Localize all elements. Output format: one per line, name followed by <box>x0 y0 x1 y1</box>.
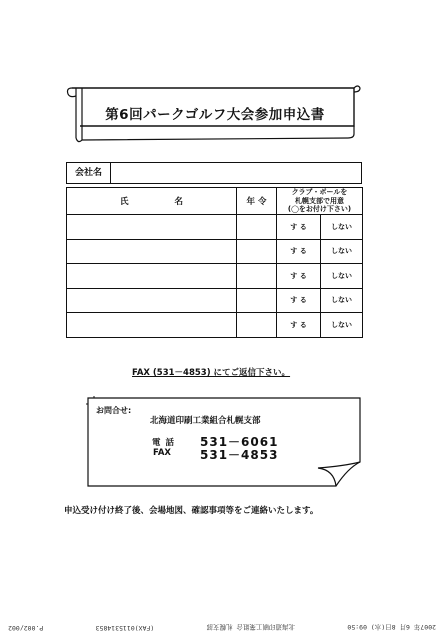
table-row <box>67 264 363 289</box>
entry-table <box>66 187 363 338</box>
company-name-field[interactable] <box>66 162 362 184</box>
suru-option[interactable]: す る <box>277 215 321 240</box>
suru-option[interactable]: す る <box>277 239 321 264</box>
age-column-header: 年 令 <box>237 188 277 215</box>
name-cell[interactable] <box>67 288 237 313</box>
age-cell[interactable] <box>237 313 277 338</box>
shinai-option[interactable]: しない <box>321 313 363 338</box>
club-header-line2: 札幌支部で用意 <box>295 196 344 205</box>
fax-header-sender: 北海道印刷工業組合 札幌支部 <box>206 623 296 631</box>
shinai-option[interactable]: しない <box>321 264 363 289</box>
name-cell[interactable] <box>67 215 237 240</box>
fax-number: 531－4853 <box>200 448 279 462</box>
contact-label: お問合せ: <box>96 406 132 415</box>
age-cell[interactable] <box>237 239 277 264</box>
fax-header-number: (FAX)0115314853 <box>95 624 155 632</box>
fax-header-page: P.002/002 <box>8 624 44 632</box>
fax-label: FAX <box>153 448 171 458</box>
table-row <box>67 288 363 313</box>
club-header-line1: クラブ・ボールを <box>291 188 348 197</box>
club-header-line3: (◯をお付け下さい) <box>287 205 352 214</box>
table-row <box>67 239 363 264</box>
age-cell[interactable] <box>237 215 277 240</box>
table-header-row <box>67 188 363 215</box>
contact-organization: 北海道印刷工業組合札幌支部 <box>150 416 261 426</box>
company-name-label: 会社名 <box>67 163 111 183</box>
name-cell[interactable] <box>67 239 237 264</box>
shinai-option[interactable]: しない <box>321 288 363 313</box>
phone-label: 電話 <box>152 438 180 448</box>
suru-option[interactable]: す る <box>277 313 321 338</box>
page-title: 第6回パークゴルフ大会参加申込書 <box>105 107 325 123</box>
name-cell[interactable] <box>67 313 237 338</box>
phone-number: 531－6061 <box>200 435 279 449</box>
fax-instruction: FAX (531－4853) にてご返信下さい。 <box>132 368 291 378</box>
age-cell[interactable] <box>237 264 277 289</box>
fax-header-datetime: 2007年 6月 8日(水) 09:50 <box>347 623 436 631</box>
age-cell[interactable] <box>237 288 277 313</box>
table-row <box>67 313 363 338</box>
name-column-header <box>67 188 237 215</box>
suru-option[interactable]: す る <box>277 264 321 289</box>
name-header-right: 名 <box>174 197 183 207</box>
name-header-left: 氏 <box>119 197 129 207</box>
suru-option[interactable]: す る <box>277 288 321 313</box>
shinai-option[interactable]: しない <box>321 215 363 240</box>
shinai-option[interactable]: しない <box>321 239 363 264</box>
table-row <box>67 215 363 240</box>
club-column-header <box>277 188 363 215</box>
name-cell[interactable] <box>67 264 237 289</box>
notice-text: 申込受け付け終了後、会場地図、確認事項等をご連絡いたします。 <box>64 506 319 516</box>
fax-transmission-header <box>8 620 436 632</box>
